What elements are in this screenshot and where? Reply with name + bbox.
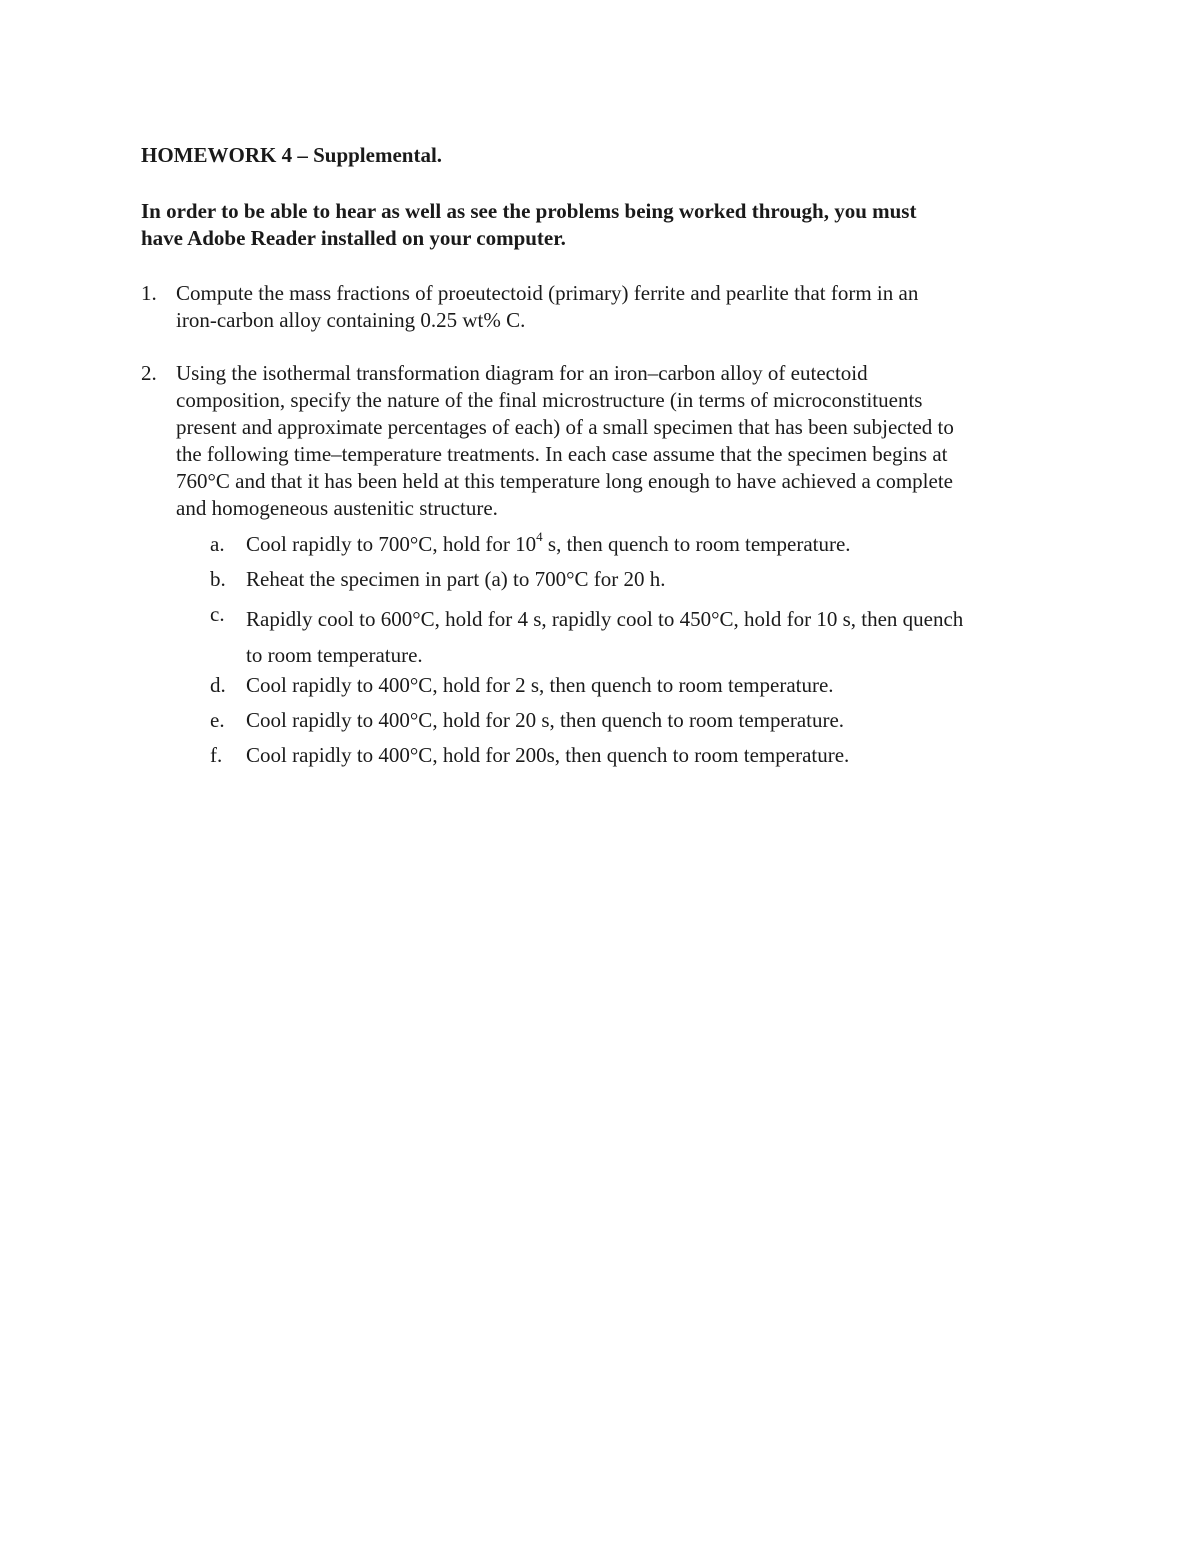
part-letter: c. [210, 602, 225, 626]
part-line: to room temperature. [246, 643, 423, 667]
part-text [246, 531, 1080, 558]
part-line: Cool rapidly to 400°C, hold for 200s, then quench to room temperature. [246, 743, 850, 767]
part-text [246, 707, 1080, 734]
intro-note [141, 198, 1061, 252]
document-title: HOMEWORK 4 – Supplemental. [141, 143, 443, 167]
question-line: 760°C and that it has been held at this temperature long enough to have achieved a complete [176, 469, 953, 493]
intro-line: In order to be able to hear as well as see the problems being worked through, you must [141, 199, 917, 223]
part-text-before: Cool rapidly to 700°C, hold for 10 [246, 532, 537, 556]
part-text [246, 742, 1080, 769]
question-line: and homogeneous austenitic structure. [176, 496, 498, 520]
intro-line: have Adobe Reader installed on your computer. [141, 226, 566, 250]
part-text [246, 672, 1080, 699]
part-text [246, 566, 1080, 593]
question-text [176, 360, 1061, 522]
part-line: Cool rapidly to 400°C, hold for 2 s, then quench to room temperature. [246, 673, 834, 697]
part-letter: a. [210, 532, 225, 556]
question-line: composition, specify the nature of the final microstructure (in terms of microconstituents [176, 388, 923, 412]
question-number: 2. [141, 361, 157, 385]
part-letter: f. [210, 743, 223, 767]
question-line: Compute the mass fractions of proeutectoid (primary) ferrite and pearlite that form in an [176, 281, 919, 305]
question-number: 1. [141, 281, 157, 305]
part-line: Cool rapidly to 400°C, hold for 20 s, then quench to room temperature. [246, 708, 845, 732]
question-text [176, 280, 1061, 334]
exponent: 4 [536, 529, 543, 544]
part-line: Reheat the specimen in part (a) to 700°C for 20 h. [246, 567, 666, 591]
part-letter: e. [210, 708, 225, 732]
question-line: present and approximate percentages of each) of a small specimen that has been subjected to [176, 415, 954, 439]
part-text-after: s, then quench to room temperature. [542, 532, 851, 556]
part-line: Rapidly cool to 600°C, hold for 4 s, rapidly cool to 450°C, hold for 10 s, then quench [246, 607, 964, 631]
question-line: iron-carbon alloy containing 0.25 wt% C. [176, 308, 526, 332]
question-line: Using the isothermal transformation diagram for an iron–carbon alloy of eutectoid [176, 361, 868, 385]
part-text [246, 601, 1080, 673]
question-line: the following time–temperature treatments. In each case assume that the specimen begins at [176, 442, 948, 466]
part-letter: b. [210, 567, 226, 591]
part-letter: d. [210, 673, 226, 697]
